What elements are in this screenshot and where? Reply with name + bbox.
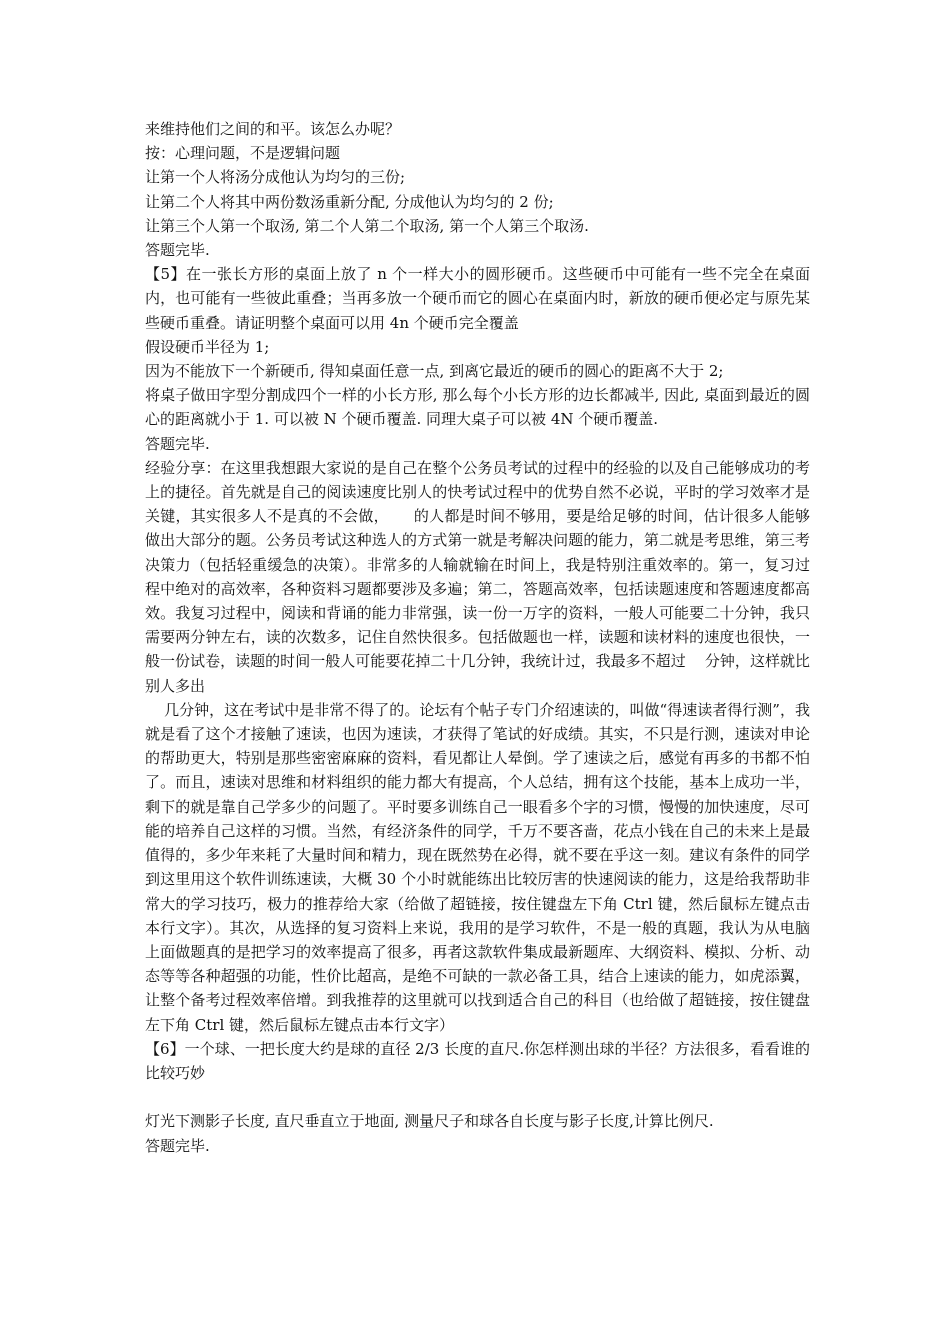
section5-question: 【5】在一张长方形的桌面上放了 n 个一样大小的圆形硬币。这些硬币中可能有一些不完全在桌面内，也可能有一些彼此重叠；当再多放一个硬币而它的圆心在桌面内时，新放的硬币便必定与原先某些硬币重叠。请证明整个桌面可以用 4n 个硬币完全覆盖: [145, 265, 810, 332]
section6-answer: 灯光下测影子长度, 直尺垂直立于地面, 测量尺子和球各自长度与影子长度,计算比例尺.: [145, 1112, 714, 1131]
section5-answer3: 将桌子做田字型分割成四个一样的小长方形, 那么每个小长方形的边长都减半, 因此, 桌面到最近的圆心的距离就小于 1. 可以被 N 个硬币覆盖. 同理大桌子可以被 4N 个硬币覆盖.: [145, 386, 810, 429]
experience-paragraph2[interactable]: 几分钟，这在考试中是非常不得了的。论坛有个帖子专门介绍速读的，叫做“得速读者得行测”，我就是看了这个才接触了速读，也因为速读，才获得了笔试的好成绩。其实，不只是行测，速读对申论的帮助更大，特别是那些密密麻麻的资料，看见都让人晕倒。学了速读之后，感觉有再多的书都不怕了。而且，速读对思维和材料组织的能力都大有提高，个人总结，拥有这个技能，基本上成功一半，剩下的就是靠自己学多少的问题了。平时要多训练自己一眼看多个字的习惯，慢慢的加快速度，尽可能的培养自己这样的习惯。当然，有经济条件的同学，千万不要吝啬，花点小钱在自己的未来上是最值得的，多少年来耗了大量时间和精力，现在既然势在必得，就不要在乎这一刻。建议有条件的同学到这里用这个软件训练速读，大概 30 个小时就能练出比较厉害的快速阅读的能力，这是给我帮助非常大的学习技巧，极力的推荐给大家（给做了超链接，按住键盘左下角 Ctrl 键，然后鼠标左键点击本行文字）。其次，从选择的复习资料上来说，我用的是学习软件，不是一般的真题，我认为从电脑上面做题真的是把学习的效率提高了很多，再者这款软件集成最新题库、大纲资料、模拟、分析、动态等等各种超强的功能，性价比超高，是绝不可缺的一款必备工具，结合上速读的能力，如虎添翼，让整个备考过程效率倍增。到我推荐的这里就可以找到适合自己的科目（也给做了超链接，按住键盘左下角 Ctrl 键，然后鼠标左键点击本行文字）: [145, 700, 810, 1034]
section4-line1: 来维持他们之间的和平。该怎么办呢？: [145, 120, 401, 138]
section4-note: 按：心理问题，不是逻辑问题: [145, 144, 341, 163]
experience-paragraph1: 经验分享：在这里我想跟大家说的是自己在整个公务员考试的过程中的经验的以及自己能够成功的考上的捷径。首先就是自己的阅读速度比别人的快考试过程中的优势自然不必说，平时的学习效率才是关键，其实很多人不是真的不会做， 的人都是时间不够用，要是给足够的时间，估计很多人能够做出大部分的题。公务员考试这种选人的方式第一就是考解决问题的能力，第二就是考思维，第三考决策力（包括轻重缓急的决策）。非常多的人输就输在时间上，我是特别注重效率的。第一，复习过程中绝对的高效率，各种资料习题都要涉及多遍；第二，答题高效率，包括读题速度和答题速度都高效。我复习过程中，阅读和背诵的能力非常强，读一份一万字的资料，一般人可能要二十分钟，我只需要两分钟左右，读的次数多，记住自然快很多。包括做题也一样，读题和读材料的速度也很快，一般一份试卷，读题的时间一般人可能要花掉二十几分钟，我统计过，我最多不超过 分钟，这样就比别人多出: [145, 458, 810, 695]
section4-done: 答题完毕.: [145, 241, 210, 260]
section6-done: 答题完毕.: [145, 1136, 210, 1155]
section4-step2: 让第二个人将其中两份数汤重新分配, 分成他认为均匀的 2 份;: [145, 192, 554, 211]
section5-answer1: 假设硬币半径为 1;: [145, 337, 270, 356]
section5-done: 答题完毕.: [145, 434, 210, 453]
section4-step3: 让第三个人第一个取汤, 第二个人第二个取汤, 第一个人第三个取汤.: [145, 216, 589, 235]
blank-line: [145, 1085, 810, 1109]
document-body: [145, 117, 810, 1158]
section4-step1: 让第一个人将汤分成他认为均匀的三份;: [145, 168, 406, 187]
section5-answer2: 因为不能放下一个新硬币, 得知桌面任意一点, 到离它最近的硬币的圆心的距离不大于 2;: [145, 362, 724, 381]
section6-question: 【6】一个球、一把长度大约是球的直径 2/3 长度的直尺.你怎样测出球的半径？方法很多，看看谁的比较巧妙: [145, 1039, 810, 1082]
